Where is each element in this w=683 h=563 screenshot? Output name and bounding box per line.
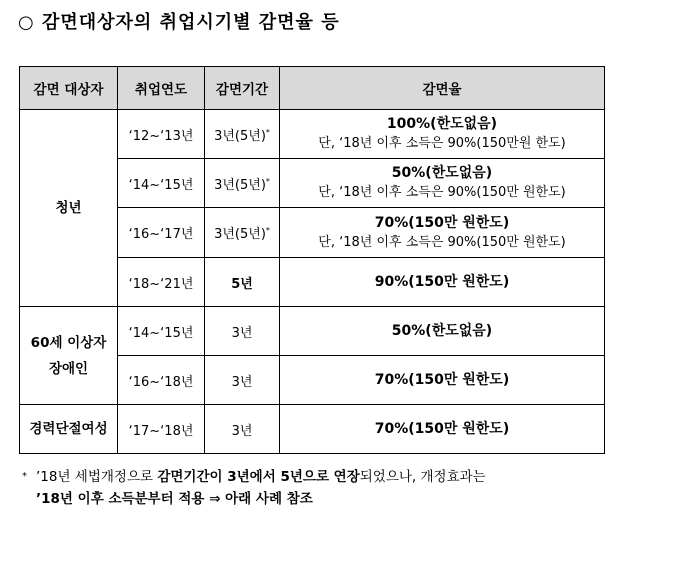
year-cell: ‘16~‘18년 (118, 356, 205, 405)
year-cell: ‘12~‘13년 (118, 110, 205, 159)
period-cell: 3년 (205, 405, 280, 454)
year-cell: ‘18~‘21년 (118, 258, 205, 307)
period-cell: 5년 (205, 258, 280, 307)
header-year: 취업연도 (118, 67, 205, 110)
period-cell: 3년 (205, 356, 280, 405)
table-row (20, 405, 605, 454)
year-cell: ‘16~‘17년 (118, 208, 205, 258)
rate-cell (280, 208, 605, 258)
year-cell: ‘14~‘15년 (118, 307, 205, 356)
rate-cell: 70%(150만 원한도) (280, 356, 605, 405)
rate-cell: 50%(한도없음) (280, 307, 605, 356)
rate-cell (280, 159, 605, 208)
tax-reduction-table (19, 66, 605, 454)
period-cell: 3년(5년)* (205, 159, 280, 208)
rate-main: 100%(한도없음) (386, 116, 498, 132)
rate-cell: 90%(150만 원한도) (280, 258, 605, 307)
table-header-row (20, 67, 605, 110)
target-line: 60세 이상자 (30, 334, 107, 351)
target-career-break-women: 경력단절여성 (20, 405, 118, 454)
year-cell: ‘17~‘18년 (118, 405, 205, 454)
rate-main: 70%(150만 원한도) (374, 214, 510, 231)
period-mark: * (265, 127, 270, 137)
rate-note: 단, ‘18년 이후 소득은 90%(150만원 한도) (318, 136, 566, 151)
page-title: ○ 감면대상자의 취업시기별 감면율 등 (18, 12, 340, 33)
period-cell: 3년(5년)* (205, 110, 280, 159)
period-mark: * (265, 226, 270, 235)
table-row (20, 110, 605, 159)
footnote-emphasis: 감면기간이 3년에서 5년으로 연장 (157, 469, 360, 485)
target-youth: 청년 (20, 110, 118, 307)
target-line: 장애인 (48, 360, 89, 377)
rate-main: 50%(한도없음) (391, 165, 493, 181)
period-cell: 3년(5년)* (205, 208, 280, 258)
footnote-line-2: ’18년 이후 소득분부터 적용 ⇒ 아래 사례 참조 (36, 491, 313, 507)
footnote (22, 466, 486, 510)
footnote-star: * (22, 471, 27, 482)
target-elderly-disabled (20, 307, 118, 405)
rate-note: 단, ‘18년 이후 소득은 90%(150만 원한도) (318, 185, 566, 200)
rate-note: 단, ‘18년 이후 소득은 90%(150만 원한도) (318, 234, 566, 250)
table-row (20, 307, 605, 356)
header-rate: 감면율 (280, 67, 605, 110)
header-period: 감면기간 (205, 67, 280, 110)
rate-cell: 70%(150만 원한도) (280, 405, 605, 454)
year-cell: ‘14~‘15년 (118, 159, 205, 208)
rate-cell (280, 110, 605, 159)
footnote-line-1: * ’18년 세법개정으로 감면기간이 3년에서 5년으로 연장되었으나, 개정효과는 (22, 466, 486, 488)
period-cell: 3년 (205, 307, 280, 356)
period-mark: * (265, 176, 270, 186)
header-target: 감면 대상자 (20, 67, 118, 110)
